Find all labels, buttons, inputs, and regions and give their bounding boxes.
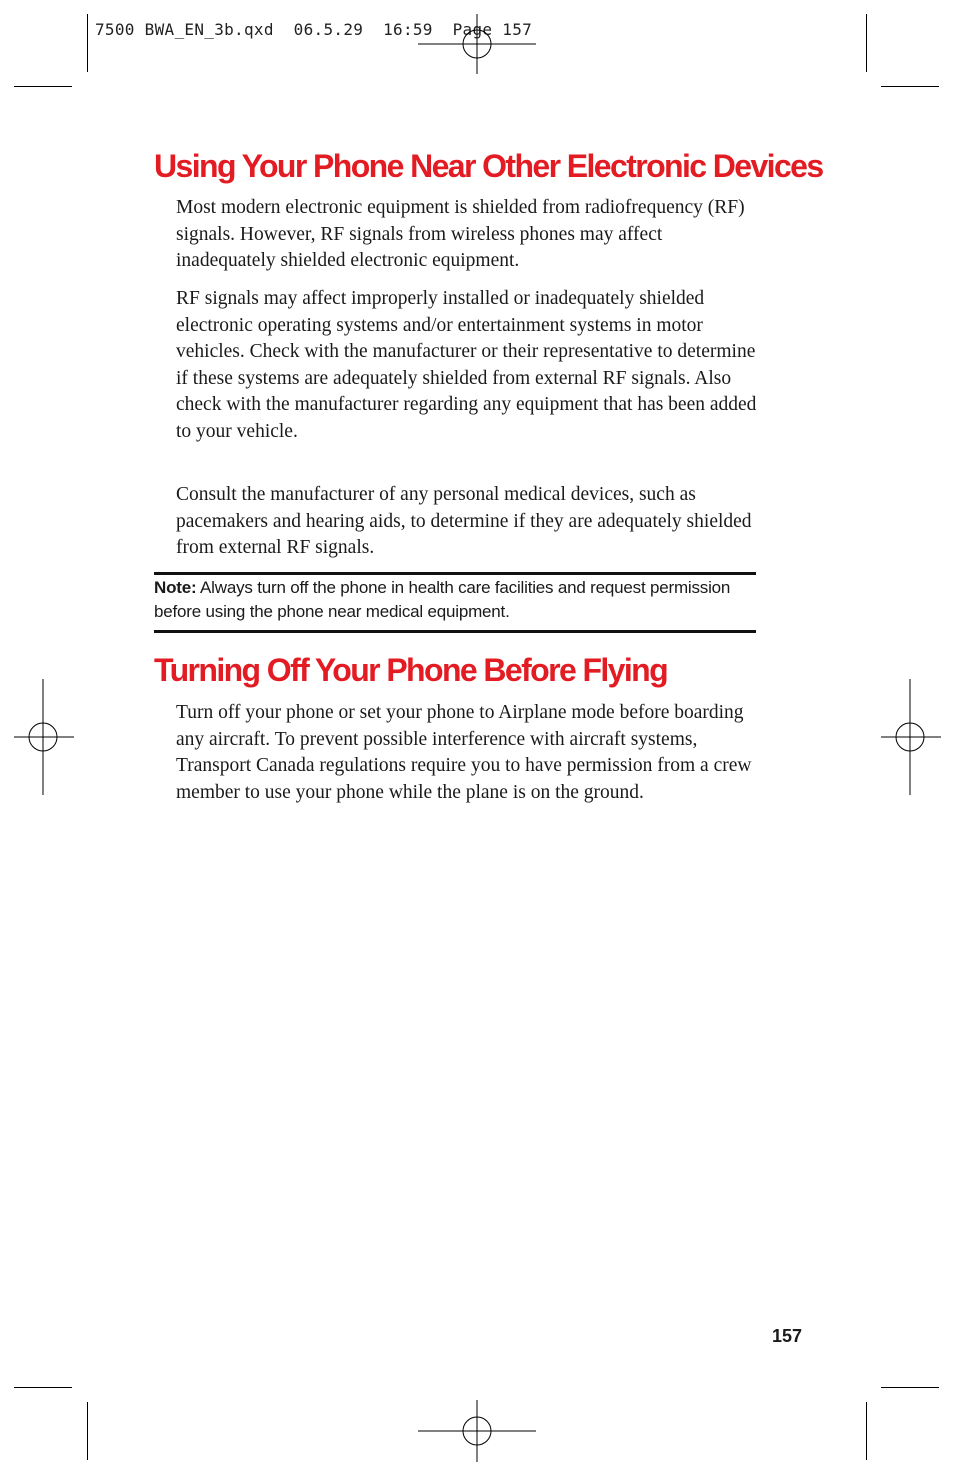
note-top-rule: [154, 572, 756, 575]
slug-time: 16:59: [383, 20, 433, 39]
crop-mark: [881, 86, 939, 87]
body-paragraph: Most modern electronic equipment is shielded from radiofrequency (RF) signals. However, RF signals from wireless phones may affect inadequately shielded electronic equipment.: [176, 197, 745, 271]
crop-mark: [866, 14, 867, 72]
crop-mark: [14, 1387, 72, 1388]
section-heading-before-flying: Turning Off Your Phone Before Flying: [154, 652, 668, 688]
body-paragraph: Turn off your phone or set your phone to Airplane mode before boarding any aircraft. To prevent possible interference with aircraft systems, Transport Canada regulations require you to have permission from a crew member to use your phone while the plane is on the ground.: [176, 702, 752, 803]
note-text: Always turn off the phone in health care facilities and request permission before using the phone near medical equipment.: [154, 578, 731, 621]
note-label: Note:: [154, 578, 197, 597]
page-number: 157: [772, 1326, 803, 1346]
note-bottom-rule: [154, 630, 756, 633]
registration-mark-icon: [881, 679, 941, 795]
registration-mark-icon: [418, 1400, 536, 1462]
slug-page: Page 157: [452, 20, 533, 39]
slug-date: 06.5.29: [293, 20, 364, 39]
registration-mark-icon: [14, 679, 74, 795]
crop-mark: [87, 1402, 88, 1460]
body-paragraph: Consult the manufacturer of any personal medical devices, such as pacemakers and hearing aids, to determine if they are adequately shielded from external RF signals.: [176, 484, 752, 558]
slug-file: 7500 BWA_EN_3b.qxd: [95, 20, 274, 39]
body-paragraph: RF signals may affect improperly installed or inadequately shielded electronic operating systems and/or entertainment systems in motor vehicles. Check with the manufacturer or their representative to determine if these systems are adequately shielded from external RF signals. Also check with the manufacturer regarding any equipment that has been added to your vehicle.: [176, 288, 757, 442]
crop-mark: [881, 1387, 939, 1388]
note-box: [154, 576, 759, 624]
crop-mark: [87, 14, 88, 72]
crop-mark: [866, 1402, 867, 1460]
registration-mark-icon: [418, 14, 536, 74]
section-heading-electronic-devices: Using Your Phone Near Other Electronic Devices: [154, 148, 823, 184]
crop-mark: [14, 86, 72, 87]
